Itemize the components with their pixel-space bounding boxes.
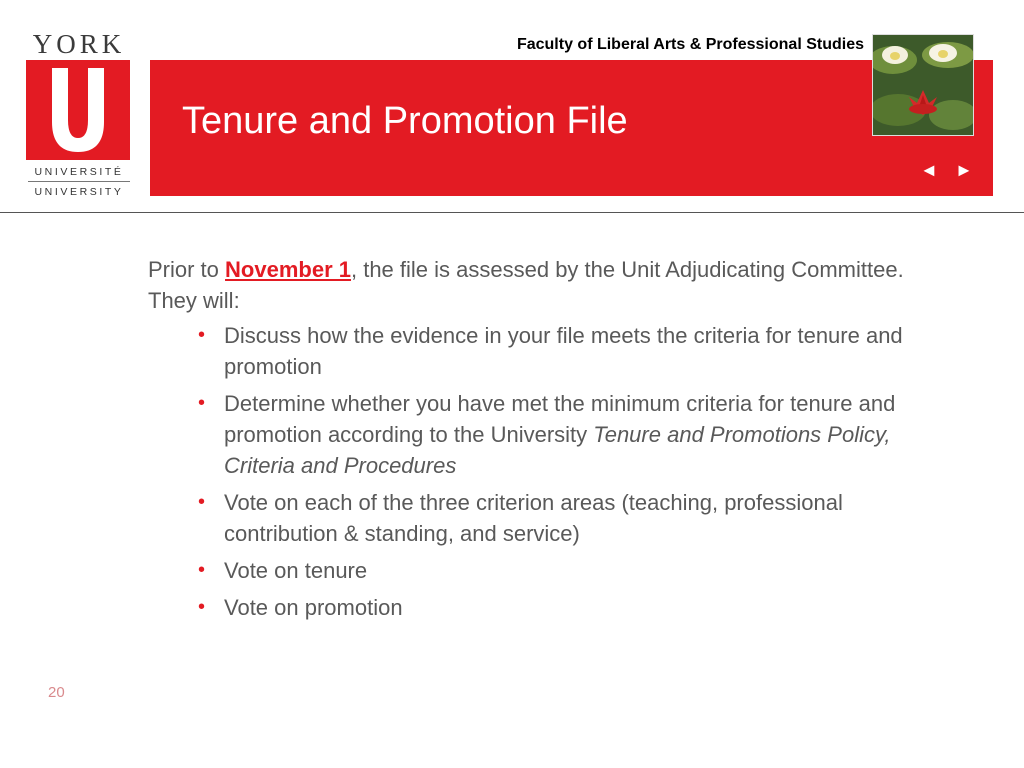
faculty-name: Faculty of Liberal Arts & Professional Studies xyxy=(516,36,864,53)
logo-wordmark: YORK xyxy=(32,29,126,59)
intro-paragraph xyxy=(148,254,908,316)
criteria-list xyxy=(148,320,908,623)
list-item xyxy=(198,592,908,623)
list-item-text: Vote on each of the three criterion areas (teaching, professional contribution & standing, and service) xyxy=(224,490,843,546)
bullet-icon: • xyxy=(198,596,206,618)
bullet-icon: • xyxy=(198,392,206,414)
bullet-icon: • xyxy=(198,324,206,346)
intro-before: Prior to xyxy=(148,257,226,282)
header-divider xyxy=(0,212,1024,213)
list-item-text: Vote on promotion xyxy=(224,595,403,620)
bullet-icon: • xyxy=(198,559,206,581)
intro-after: , the file is assessed by the Unit Adjudicating Committee. They will: xyxy=(148,257,904,313)
list-item-text: Discuss how the evidence in your file meets the criteria for tenure and promotion xyxy=(224,323,903,379)
slide-body xyxy=(148,254,908,629)
policy-title: Tenure and Promotions Policy, Criteria and Procedures xyxy=(224,422,891,478)
list-item-text: Vote on tenure xyxy=(224,558,368,583)
water-lily-photo xyxy=(872,34,974,136)
deadline-date: November 1 xyxy=(225,257,351,282)
page-title: Tenure and Promotion File xyxy=(182,100,628,142)
list-item xyxy=(198,320,908,382)
list-item-text: Determine whether you have met the minimum criteria for tenure and promotion according to the University xyxy=(224,391,896,447)
previous-slide-button[interactable]: ◄ xyxy=(920,160,938,180)
list-item xyxy=(198,487,908,549)
page-number: 20 xyxy=(48,684,65,701)
next-slide-button[interactable]: ► xyxy=(955,160,973,180)
logo-divider xyxy=(28,181,130,182)
bullet-icon: • xyxy=(198,491,206,513)
list-item xyxy=(198,388,908,481)
logo-universite: UNIVERSITÉ xyxy=(34,166,124,178)
logo-university: UNIVERSITY xyxy=(34,186,124,198)
list-item xyxy=(198,555,908,586)
